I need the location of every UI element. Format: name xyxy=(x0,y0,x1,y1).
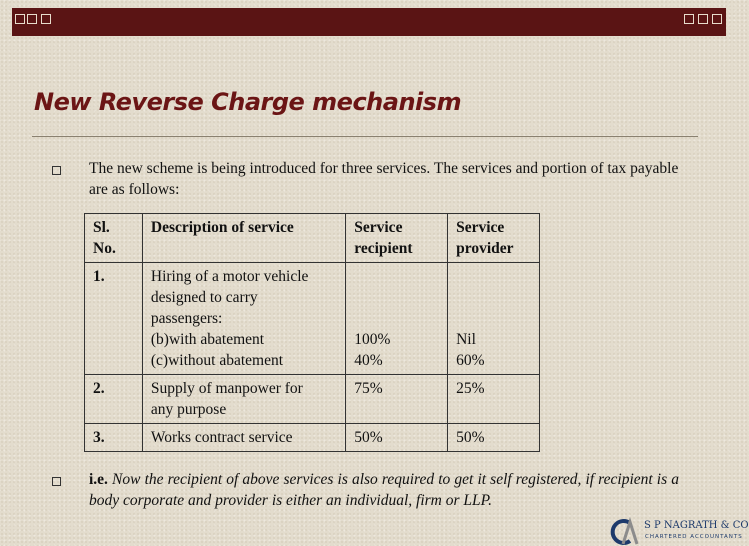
decor-square-icon xyxy=(27,14,37,24)
table-header-row xyxy=(85,214,540,263)
header-sl-no: Sl. No. xyxy=(85,214,143,263)
header-provider: Service provider xyxy=(448,214,540,263)
firm-name: S P NAGRATH & CO xyxy=(644,520,749,531)
decor-square-icon xyxy=(712,14,722,24)
table-row xyxy=(85,375,540,424)
services-table xyxy=(84,213,540,452)
row-recipient: 75% xyxy=(346,375,448,424)
firm-subtitle: CHARTERED ACCOUNTANTS xyxy=(645,534,743,540)
title-divider xyxy=(32,136,698,137)
row-provider: Nil 60% xyxy=(448,263,540,375)
header-band-fill xyxy=(12,8,726,36)
decor-square-icon xyxy=(684,14,694,24)
header-band xyxy=(0,0,728,44)
ca-logo-icon xyxy=(608,518,638,546)
note-prefix: i.e. xyxy=(89,471,108,488)
note-paragraph xyxy=(89,469,679,511)
slide-title: New Reverse Charge mechanism xyxy=(34,88,462,116)
header-description: Description of service xyxy=(142,214,345,263)
decor-square-icon xyxy=(41,14,51,24)
row-provider: 25% xyxy=(448,375,540,424)
table-row xyxy=(85,263,540,375)
decor-square-icon xyxy=(698,14,708,24)
square-bullet-icon xyxy=(52,477,61,486)
row-provider: 50% xyxy=(448,424,540,452)
firm-logo xyxy=(608,518,749,546)
row-description: Works contract service xyxy=(142,424,345,452)
row-sl: 3. xyxy=(85,424,143,452)
row-description: Supply of manpower for any purpose xyxy=(142,375,345,424)
square-bullet-icon xyxy=(52,166,61,175)
row-description: Hiring of a motor vehicle designed to carry passengers: (b)with abatement (c)without abatement xyxy=(142,263,345,375)
intro-paragraph: The new scheme is being introduced for three services. The services and portion of tax payable are as follows: xyxy=(89,160,679,198)
row-recipient: 100% 40% xyxy=(346,263,448,375)
decor-square-icon xyxy=(15,14,25,24)
header-recipient: Service recipient xyxy=(346,214,448,263)
row-sl: 1. xyxy=(85,263,143,375)
row-recipient: 50% xyxy=(346,424,448,452)
table-row xyxy=(85,424,540,452)
row-sl: 2. xyxy=(85,375,143,424)
note-text: Now the recipient of above services is also required to get it self registered, if recipient is a body corporate and provider is either an individual, firm or LLP. xyxy=(89,471,679,509)
